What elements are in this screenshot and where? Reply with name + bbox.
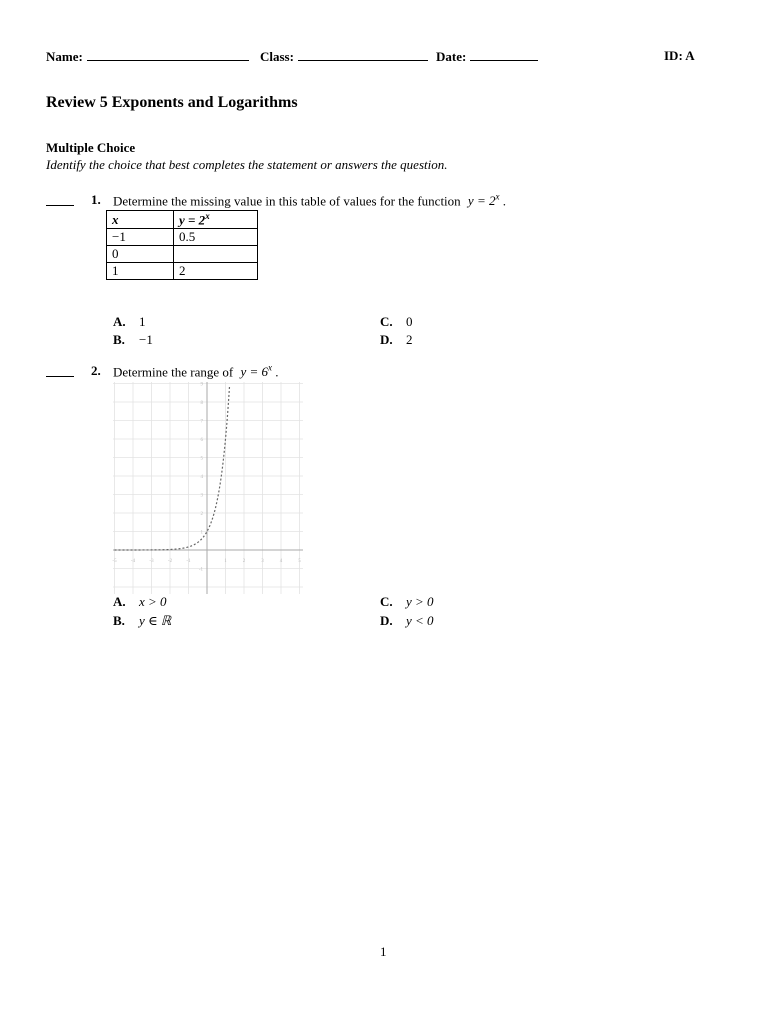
y-tick-label: 4 [200, 475, 203, 480]
q2-number: 2. [91, 363, 101, 378]
graph-axes [113, 382, 303, 594]
date-field [436, 48, 538, 65]
x-tick-label: 1 [224, 559, 227, 564]
section-title: Multiple Choice [46, 140, 136, 155]
x-tick-label: -1 [186, 559, 191, 564]
q2-choice-b[interactable]: B. y ∈ ℝ [113, 613, 172, 628]
y-tick-label: 3 [200, 493, 203, 499]
table-row [107, 229, 258, 246]
date-label: Date: [436, 49, 467, 64]
table-cell: 2 [174, 263, 258, 280]
y-tick-label: 1 [200, 530, 203, 536]
table-row [107, 246, 258, 263]
page-title: Review 5 Exponents and Logarithms [46, 94, 298, 111]
x-tick-label: -4 [130, 559, 136, 564]
x-tick-label: 4 [279, 559, 283, 564]
x-tick-label: 2 [242, 559, 246, 564]
class-field [260, 48, 428, 65]
table-header-x: x [107, 211, 174, 229]
y-tick-label: 5 [200, 456, 203, 462]
table-cell [174, 246, 258, 263]
q1-text: Determine the missing value in this table of values for the function [113, 193, 461, 209]
y-tick-label: 2 [200, 512, 203, 517]
table-cell: 0 [107, 246, 174, 263]
y-tick-label: -1 [198, 567, 203, 573]
q2-choice-a[interactable]: A. x > 0 [113, 594, 167, 609]
y-tick-label: 8 [200, 401, 203, 406]
x-tick-label: -2 [167, 559, 173, 564]
q2-graph [111, 380, 305, 596]
x-tick-label: 3 [261, 559, 264, 564]
id-label: ID: A [664, 48, 695, 63]
q1-function: $y = 2^x$ [467, 192, 500, 209]
y-tick-label: 7 [200, 419, 203, 425]
table-cell: 0.5 [174, 229, 258, 246]
q1-answer-blank [46, 193, 74, 210]
name-field [46, 48, 249, 65]
q2-text: Determine the range of [113, 364, 234, 380]
table-header-y: $y = 2^x$ [174, 211, 258, 229]
x-tick-label: -5 [112, 559, 117, 564]
q1-choice-b[interactable]: B. −1 [113, 332, 153, 347]
table-row [107, 263, 258, 280]
y-tick-label: 9 [200, 382, 203, 388]
q2-choice-c[interactable]: C. y > 0 [380, 594, 434, 609]
class-blank [298, 48, 428, 61]
table-cell: 1 [107, 263, 174, 280]
table-header-row [107, 211, 258, 229]
page-number: 1 [380, 944, 387, 959]
q2-function: $y = 6^x$ [240, 363, 272, 380]
q1-prompt: Determine the missing value in this table of values for the function $y = 2^x$ . [113, 192, 506, 209]
x-tick-label: 5 [298, 559, 301, 564]
y-tick-label: 6 [200, 438, 203, 443]
table-cell: −1 [107, 229, 174, 246]
q1-table [106, 210, 258, 280]
graph-curve [115, 382, 230, 550]
q2-choice-d[interactable]: D. y < 0 [380, 613, 434, 628]
q1-choice-c[interactable]: C. 0 [380, 314, 413, 329]
q1-choice-a[interactable]: A. 1 [113, 314, 146, 329]
q1-number: 1. [91, 192, 101, 207]
q1-choice-d[interactable]: D. 2 [380, 332, 413, 347]
section-instructions: Identify the choice that best completes the statement or answers the question. [46, 157, 448, 172]
q2-prompt: Determine the range of $y = 6^x$ . [113, 363, 279, 380]
date-blank [470, 48, 538, 61]
class-label: Class: [260, 49, 294, 64]
graph-grid [113, 382, 303, 594]
x-tick-label: -3 [149, 559, 154, 564]
name-blank [87, 48, 249, 61]
name-label: Name: [46, 49, 83, 64]
q2-answer-blank [46, 364, 74, 381]
